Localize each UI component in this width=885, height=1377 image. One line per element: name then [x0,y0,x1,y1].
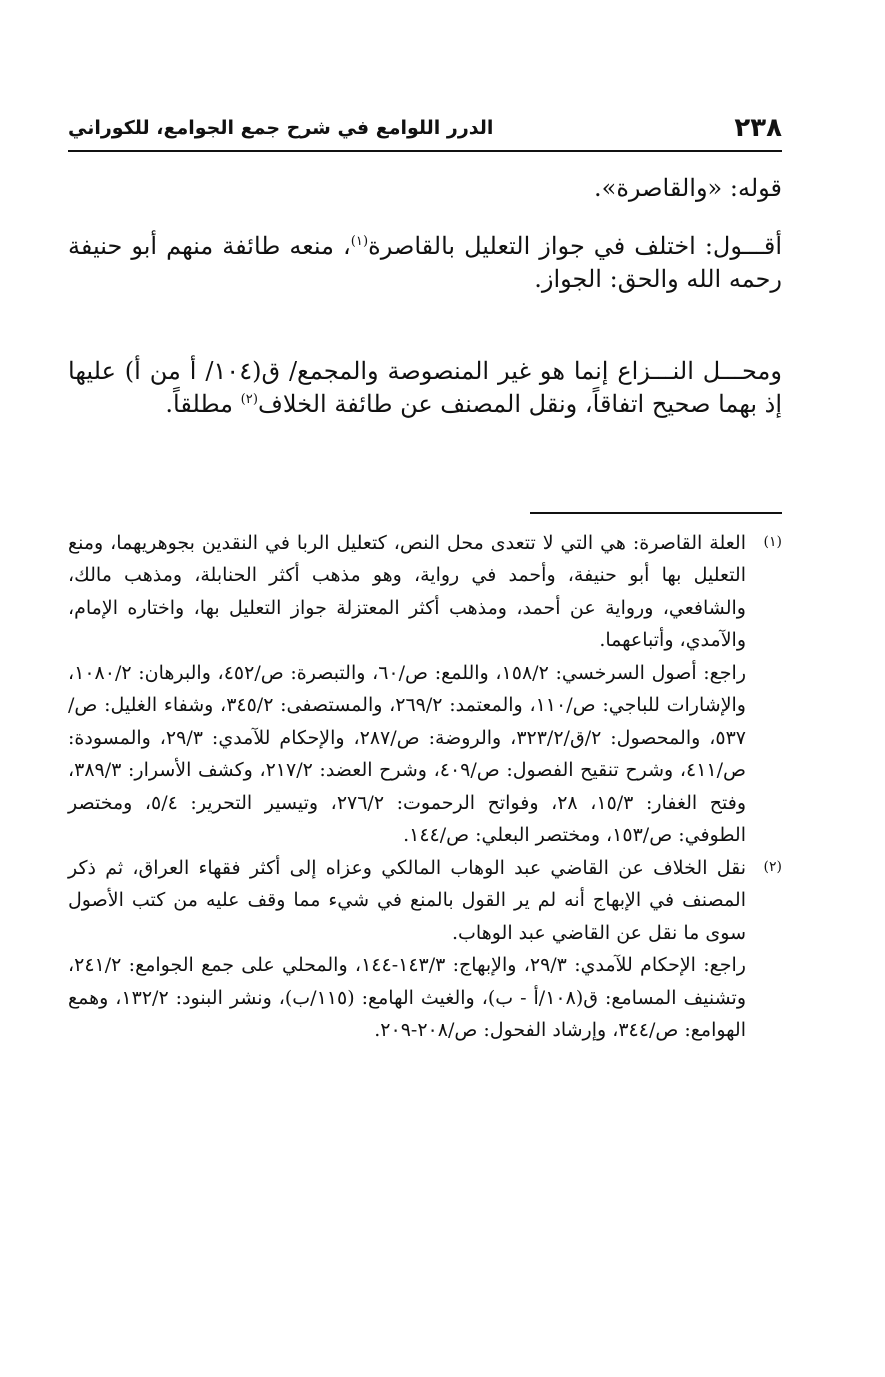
page-number: ٢٣٨ [734,113,782,143]
page-header [68,108,782,148]
body-paragraph [68,172,782,205]
footnote-body [68,527,746,852]
footnote-references: راجع: أصول السرخسي: ١٥٨/٢، واللمع: ص/٦٠، والتبصرة: ص/٤٥٢، والبرهان: ١٠٨٠/٢، والإشارات للباجي: ص/١١٠، والمعتمد: ٢٦٩/٢، والمستصفى: ٣٤٥/٢، وشفاء الغليل: ص/٥٣٧، والمحصول: ٢/ق/٣٢٣/٢، والروضة: ص/٢٨٧، والإحكام للآمدي: ٢٩/٣، والمسودة: ص/٤١١، وشرح تنقيح الفصول: ص/٤٠٩، وشرح العضد: ٢١٧/٢، وكشف الأسرار: ٣٨٩/٣، وفتح الغفار: ١٥/٣، ٢٨، وفواتح الرحموت: ٢٧٦/٢، وتيسير التحرير: ٥/٤، ومختصر الطوفي: ص/١٥٣، ومختصر البعلي: ص/١٤٤. [68,661,747,847]
footnotes-section [68,527,782,1047]
footnote [68,852,782,1047]
body-paragraph [68,355,782,421]
paragraph-text: ، منعه طائفة منهم أبو حنيفة رحمه الله والحق: الجواز. [68,232,782,294]
footnote-paragraph: نقل الخلاف عن القاضي عبد الوهاب المالكي وعزاه إلى أكثر فقهاء العراق، ثم ذكر المصنف في الإبهاج أنه لم ير القول بالمنع في شيء مما وقف عليه من كتب الأصول سوى ما نقل عن القاضي عبد الوهاب. [68,856,746,944]
body-paragraph [68,230,782,296]
footnote-reference[interactable]: (٢) [240,392,259,408]
paragraph-text: قوله: «والقاصرة». [594,174,782,202]
running-title: الدرر اللوامع في شرح جمع الجوامع، للكوراني [68,117,494,139]
footnote-marker: (١) [763,534,782,550]
footnote-separator [530,512,782,514]
footnote-marker: (٢) [763,858,782,875]
footnote [68,527,782,852]
paragraph-text: مطلقاً. [165,390,241,419]
footnote-body [68,852,746,1047]
footnote-references: راجع: الإحكام للآمدي: ٢٩/٣، والإبهاج: ١٤٣/٣-١٤٤، والمحلي على جمع الجوامع: ٢٤١/٢، وتشنيف المسامع: ق(١٠٨/أ - ب)، والغيث الهامع: (١١٥/ب)، ونشر البنود: ١٣٢/٢، وهمع الهوامع: ص/٣٤٤، وإرشاد الفحول: ص/٢٠٨-٢٠٩. [68,954,747,1042]
paragraph-text: أقـــول: اختلف في جواز التعليل بالقاصرة [368,232,783,260]
header-rule [68,150,782,152]
paragraph-text: ومحـــل النـــزاع إنما هو غير المنصوصة والمجمع/ ق(١٠٤/ أ من أ) عليها إذ بهما صحيح اتفاقاً، ونقل المصنف عن طائفة الخلاف [68,357,782,419]
footnote-reference[interactable]: (١) [350,234,369,249]
footnote-paragraph: العلة القاصرة: هي التي لا تتعدى محل النص، كتعليل الربا في النقدين بجوهريهما، ومنع التعليل بها أبو حنيفة، وأحمد في رواية، وهو مذهب أكثر الحنابلة، ومذهب مالك، والشافعي، ورواية عن أحمد، ومذهب أكثر المعتزلة جواز التعليل بها، واختاره الإمام، والآمدي، وأتباعهما. [68,532,746,652]
